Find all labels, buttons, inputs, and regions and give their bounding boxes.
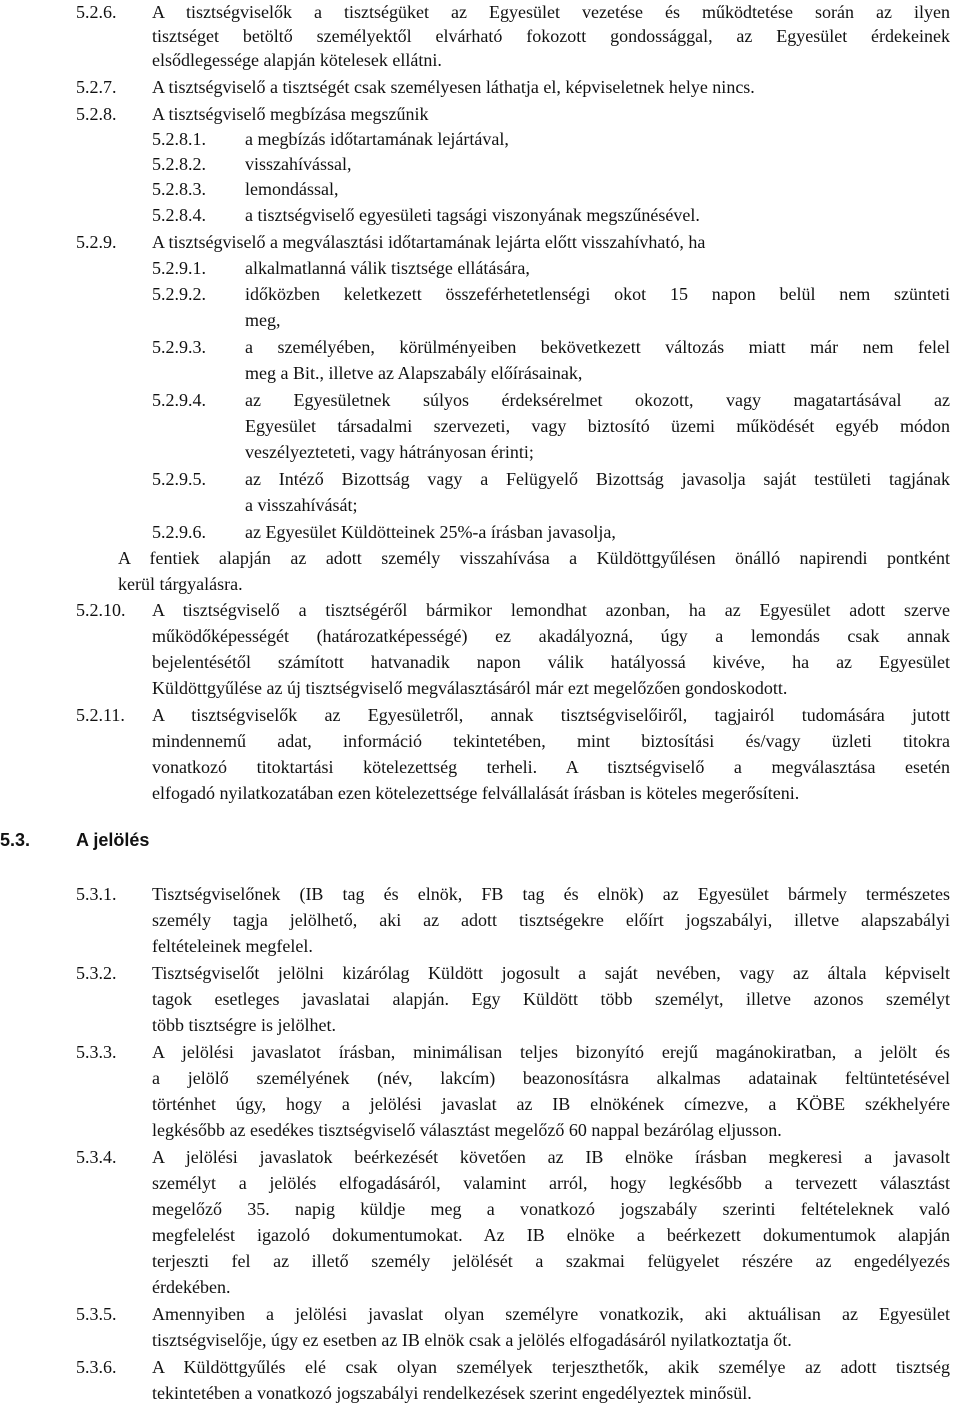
paragraph-text: A jelölési javaslatok beérkezését követően az IB elnöke írásban megkeresi a javasolt	[152, 1147, 950, 1167]
paragraph-text: működőképességét (határozatképességé) ez akadályozná, úgy a lemondás csak annak	[152, 626, 950, 646]
paragraph-number: 5.3.2.	[76, 963, 117, 983]
list-item-text: veszélyezteteti, vagy hátrányosan érinti;	[245, 442, 534, 462]
list-item-text: a tisztségviselő egyesületi tagsági viszonyának megszűnésével.	[245, 205, 700, 225]
list-item-text: időközben keletkezett összeférhetetlenségi okot 15 napon belül nem szünteti	[245, 284, 950, 304]
list-item-number: 5.2.9.3.	[152, 337, 206, 357]
paragraph-text: A fentiek alapján az adott személy visszahívása a Küldöttgyűlésen önálló napirendi pontként	[118, 548, 950, 568]
list-item-number: 5.2.8.1.	[152, 129, 206, 149]
list-item-text: visszahívással,	[245, 154, 352, 174]
paragraph-number: 5.3.4.	[76, 1147, 117, 1167]
paragraph-text: vonatkozó titoktartási kötelezettség terheli. A tisztségviselő a megválasztása esetén	[152, 757, 950, 777]
paragraph-text: mindennemű adat, információ tekintetében, mint biztosítási és/vagy üzleti titokra	[152, 731, 950, 751]
paragraph-text: bejelentésétől számított hatvanadik napon válik hatályossá kivéve, ha az Egyesület	[152, 652, 950, 672]
paragraph-text: A Küldöttgyűlés elé csak olyan személyek terjeszthetők, akik személye az adott tisztség	[152, 1357, 950, 1377]
paragraph-text: Amennyiben a jelölési javaslat olyan személyre vonatkozik, aki aktuálisan az Egyesület	[152, 1304, 950, 1324]
list-item-text: meg,	[245, 310, 281, 330]
paragraph-text: kerül tárgyalásra.	[118, 574, 243, 594]
paragraph-text: tisztséget betöltő személyektől elvárható fokozott gondossággal, az Egyesület érdekeinek	[152, 26, 950, 46]
paragraph-text: A tisztségviselő megbízása megszűnik	[152, 104, 429, 124]
paragraph-text: Tisztségviselőnek (IB tag és elnök, FB tag és elnök) az Egyesület bármely természetes	[152, 884, 950, 904]
paragraph-text: Tisztségviselőt jelölni kizárólag Küldött jogosult a saját nevében, vagy az általa képviselt	[152, 963, 950, 983]
paragraph-number: 5.3.3.	[76, 1042, 117, 1062]
paragraph-text: személyt a jelölés elfogadásáról, valamint arról, hogy legkésőbb a tervezett választást	[152, 1173, 950, 1193]
list-item-text: alkalmatlanná válik tisztsége ellátására,	[245, 258, 530, 278]
paragraph-text: A tisztségviselők az Egyesületről, annak tisztségviselőiről, tagjairól tudomására jutott	[152, 705, 950, 725]
list-item-number: 5.2.9.2.	[152, 284, 206, 304]
paragraph-text: megfelelést igazoló dokumentumokat. Az IB elnöke a beérkezett dokumentumok alapján	[152, 1225, 950, 1245]
paragraph-text: elsődlegessége alapján kötelesek ellátni.	[152, 50, 442, 70]
list-item-number: 5.2.9.4.	[152, 390, 206, 410]
paragraph-text: A tisztségviselő a tisztségéről bármikor lemondhat azonban, ha az Egyesület adott szerve	[152, 600, 950, 620]
paragraph-text: a jelölő személyének (név, lakcím) beazonosításra alkalmas adatainak feltüntetésével	[152, 1068, 950, 1088]
list-item-text: a megbízás időtartamának lejártával,	[245, 129, 509, 149]
paragraph-text: megelőző 35. napig küldje meg a vonatkozó jogszabály szerinti feltételeknek való	[152, 1199, 950, 1219]
paragraph-number: 5.3.6.	[76, 1357, 117, 1377]
list-item-text: Egyesület társadalmi szervezeti, vagy biztosító üzemi működését egyéb módon	[245, 416, 950, 436]
paragraph-number: 5.2.6.	[76, 2, 117, 22]
section-heading-title: A jelölés	[76, 830, 150, 850]
paragraph-number: 5.2.7.	[76, 77, 117, 97]
list-item-text: a visszahívását;	[245, 495, 358, 515]
paragraph-text: A tisztségviselő a tisztségét csak személyesen láthatja el, képviseletnek helye nincs.	[152, 77, 755, 97]
paragraph-number: 5.3.1.	[76, 884, 117, 904]
list-item-text: az Intéző Bizottság vagy a Felügyelő Bizottság javasolja saját testületi tagjának	[245, 469, 950, 489]
list-item-number: 5.2.9.1.	[152, 258, 206, 278]
paragraph-number: 5.3.5.	[76, 1304, 117, 1324]
paragraph-number: 5.2.10.	[76, 600, 126, 620]
paragraph-text: A tisztségviselő a megválasztási időtartamának lejárta előtt visszahívható, ha	[152, 232, 706, 252]
paragraph-text: A tisztségviselők a tisztségüket az Egyesület vezetése és működtetése során az ilyen	[152, 2, 950, 22]
list-item-number: 5.2.9.6.	[152, 522, 206, 542]
paragraph-text: Küldöttgyűlése az új tisztségviselő megválasztásáról már ezt megelőzően gondoskodott.	[152, 678, 788, 698]
list-item-text: az Egyesületnek súlyos érdeksérelmet okozott, vagy magatartásával az	[245, 390, 950, 410]
list-item-number: 5.2.8.4.	[152, 205, 206, 225]
paragraph-text: érdekében.	[152, 1277, 231, 1297]
list-item-text: meg a Bit., illetve az Alapszabály előírásainak,	[245, 363, 583, 383]
list-item-text: lemondással,	[245, 179, 339, 199]
paragraph-text: A jelölési javaslatot írásban, minimálisan teljes bizonyító erejű magánokiratban, a jelölt és	[152, 1042, 950, 1062]
paragraph-number: 5.2.9.	[76, 232, 117, 252]
paragraph-text: tekintetében a vonatkozó jogszabályi rendelkezések szerint engedélyeztek minősül.	[152, 1383, 752, 1403]
paragraph-number: 5.2.8.	[76, 104, 117, 124]
list-item-number: 5.2.8.3.	[152, 179, 206, 199]
list-item-text: a személyében, körülményeiben bekövetkezett változás miatt már nem felel	[245, 337, 950, 357]
list-item-number: 5.2.9.5.	[152, 469, 206, 489]
paragraph-text: legkésőbb az esedékes tisztségviselő választást megelőző 60 nappal bezárólag eljusson.	[152, 1120, 782, 1140]
section-heading-number: 5.3.	[0, 830, 31, 850]
paragraph-text: történhet úgy, hogy a jelölési javaslat az IB elnökének címezve, a KÖBE székhelyére	[152, 1094, 950, 1114]
paragraph-text: több tisztségre is jelölhet.	[152, 1015, 336, 1035]
paragraph-text: személy tagja jelölhető, aki az adott tisztségekre előírt jogszabályi, illetve alapszabályi	[152, 910, 950, 930]
paragraph-text: feltételeinek megfelel.	[152, 936, 313, 956]
paragraph-number: 5.2.11.	[76, 705, 125, 725]
list-item-number: 5.2.8.2.	[152, 154, 206, 174]
paragraph-text: elfogadó nyilatkozatában ezen kötelezettsége felvállalását írásban is köteles megerősíteni.	[152, 783, 800, 803]
paragraph-text: terjeszti fel az illető személy jelölését a szakmai felügyelet részére az engedélyezés	[152, 1251, 950, 1271]
paragraph-text: tagok esetleges javaslatai alapján. Egy Küldött több személyt, illetve azonos személyt	[152, 989, 950, 1009]
paragraph-text: tisztségviselője, úgy ez esetben az IB elnök csak a jelölés elfogadásáról nyilatkoztatja őt.	[152, 1330, 792, 1350]
list-item-text: az Egyesület Küldötteinek 25%-a írásban javasolja,	[245, 522, 616, 542]
